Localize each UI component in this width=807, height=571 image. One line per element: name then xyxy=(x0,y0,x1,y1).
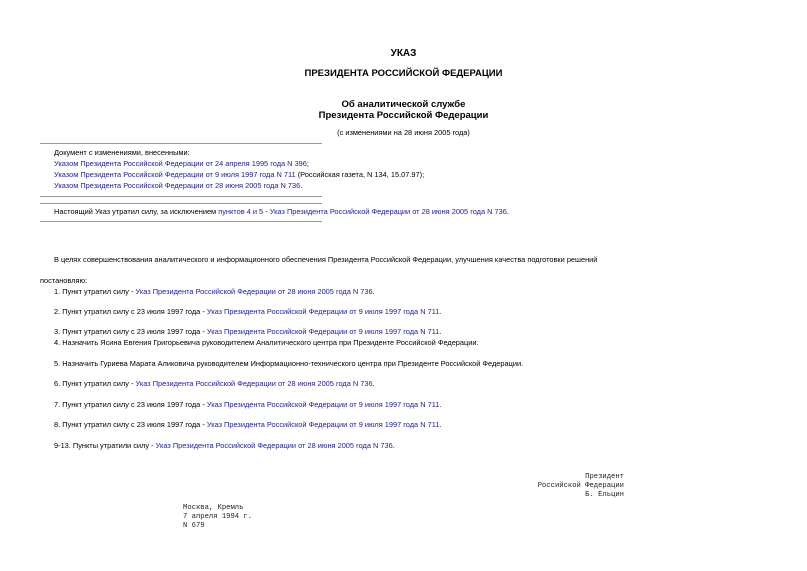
amendment-item: Указом Президента Российской Федерации от 9 июля 1997 года N 711 (Российская газета, N 134, 15.07.97); xyxy=(54,170,425,179)
amendment-item: Указом Президента Российской Федерации от 24 апреля 1995 года N 396; xyxy=(54,159,309,168)
doc-type-title: УКАЗ xyxy=(390,48,417,59)
amendment-link[interactable]: Указом Президента Российской Федерации от 24 апреля 1995 года N 396 xyxy=(54,159,307,168)
signature-name: Б. Ельцин xyxy=(585,491,624,499)
point-8: 8. Пункт утратил силу с 23 июля 1997 года - Указ Президента Российской Федерации от 9 июля 1997 года N 711. xyxy=(54,420,442,429)
decree-link[interactable]: Указ Президента Российской Федерации от 28 июня 2005 года N 736 xyxy=(155,441,393,450)
decree-link[interactable]: Указ Президента Российской Федерации от 9 июля 1997 года N 711 xyxy=(206,420,440,429)
decree-link[interactable]: Указ Президента Российской Федерации от 28 июня 2005 года N 736 xyxy=(135,379,373,388)
point-3: 3. Пункт утратил силу с 23 июля 1997 года - Указ Президента Российской Федерации от 9 июля 1997 года N 711. xyxy=(54,327,442,336)
decree-verb: постановляю: xyxy=(40,276,88,285)
place-date-block xyxy=(183,504,252,531)
amendment-item: Указом Президента Российской Федерации от 28 июня 2005 года N 736. xyxy=(54,181,303,190)
rule-mid xyxy=(40,196,322,197)
signature-title: Президент xyxy=(585,473,624,481)
decree-link[interactable]: Указ Президента Российской Федерации от 28 июня 2005 года N 736 xyxy=(135,287,373,296)
rule-notice-top xyxy=(40,203,322,204)
decree-number: N 679 xyxy=(183,522,205,530)
decree-link[interactable]: Указ Президента Российской Федерации от 28 июня 2005 года N 736 xyxy=(269,207,507,216)
decree-link[interactable]: Указ Президента Российской Федерации от 9 июля 1997 года N 711 xyxy=(206,327,440,336)
point-1: 1. Пункт утратил силу - Указ Президента Российской Федерации от 28 июня 2005 года N 736. xyxy=(54,287,375,296)
issuer-title: ПРЕЗИДЕНТА РОССИЙСКОЙ ФЕДЕРАЦИИ xyxy=(304,68,503,79)
rule-top xyxy=(40,143,322,144)
decree-link[interactable]: Указ Президента Российской Федерации от 9 июля 1997 года N 711 xyxy=(206,307,440,316)
preamble-text: В целях совершенствования аналитического и информационного обеспечения Президента Российской Федерации, улучшения качества подготовки решений xyxy=(54,255,598,264)
amended-note: (с изменениями на 28 июня 2005 года) xyxy=(337,128,470,137)
rule-notice-bottom xyxy=(40,221,322,222)
subject-line-1: Об аналитической службе xyxy=(341,99,466,110)
signature-country: Российской Федерации xyxy=(537,482,624,490)
amendments-intro: Документ с изменениями, внесенными: xyxy=(54,148,190,157)
subject-line-2: Президента Российской Федерации xyxy=(318,110,489,121)
decree-link[interactable]: Указ Президента Российской Федерации от 9 июля 1997 года N 711 xyxy=(206,400,440,409)
point-6: 6. Пункт утратил силу - Указ Президента Российской Федерации от 28 июня 2005 года N 736. xyxy=(54,379,375,388)
place: Москва, Кремль xyxy=(183,504,244,512)
point-9-13: 9-13. Пункты утратили силу - Указ Президента Российской Федерации от 28 июня 2005 года N 736. xyxy=(54,441,395,450)
point-5: 5. Назначить Гуриева Марата Аликовича руководителем Информационно-технического центра при Президенте Российской Федерации. xyxy=(54,359,524,368)
points-link[interactable]: пунктов 4 и 5 xyxy=(218,207,264,216)
signature-block xyxy=(538,473,624,500)
amendment-link[interactable]: Указом Президента Российской Федерации от 28 июня 2005 года N 736 xyxy=(54,181,301,190)
point-7: 7. Пункт утратил силу с 23 июля 1997 года - Указ Президента Российской Федерации от 9 июля 1997 года N 711. xyxy=(54,400,442,409)
amendment-link[interactable]: Указом Президента Российской Федерации от 9 июля 1997 года N 711 xyxy=(54,170,296,179)
point-4: 4. Назначить Ясина Евгения Григорьевича руководителем Аналитического центра при Президенте Российской Федерации. xyxy=(54,338,479,347)
date: 7 апреля 1994 г. xyxy=(183,513,253,521)
point-2: 2. Пункт утратил силу с 23 июля 1997 года - Указ Президента Российской Федерации от 9 июля 1997 года N 711. xyxy=(54,307,442,316)
repeal-notice: Настоящий Указ утратил силу, за исключением пунктов 4 и 5 - Указ Президента Российской Федерации от 28 июня 2005 года N 736. xyxy=(54,207,509,216)
